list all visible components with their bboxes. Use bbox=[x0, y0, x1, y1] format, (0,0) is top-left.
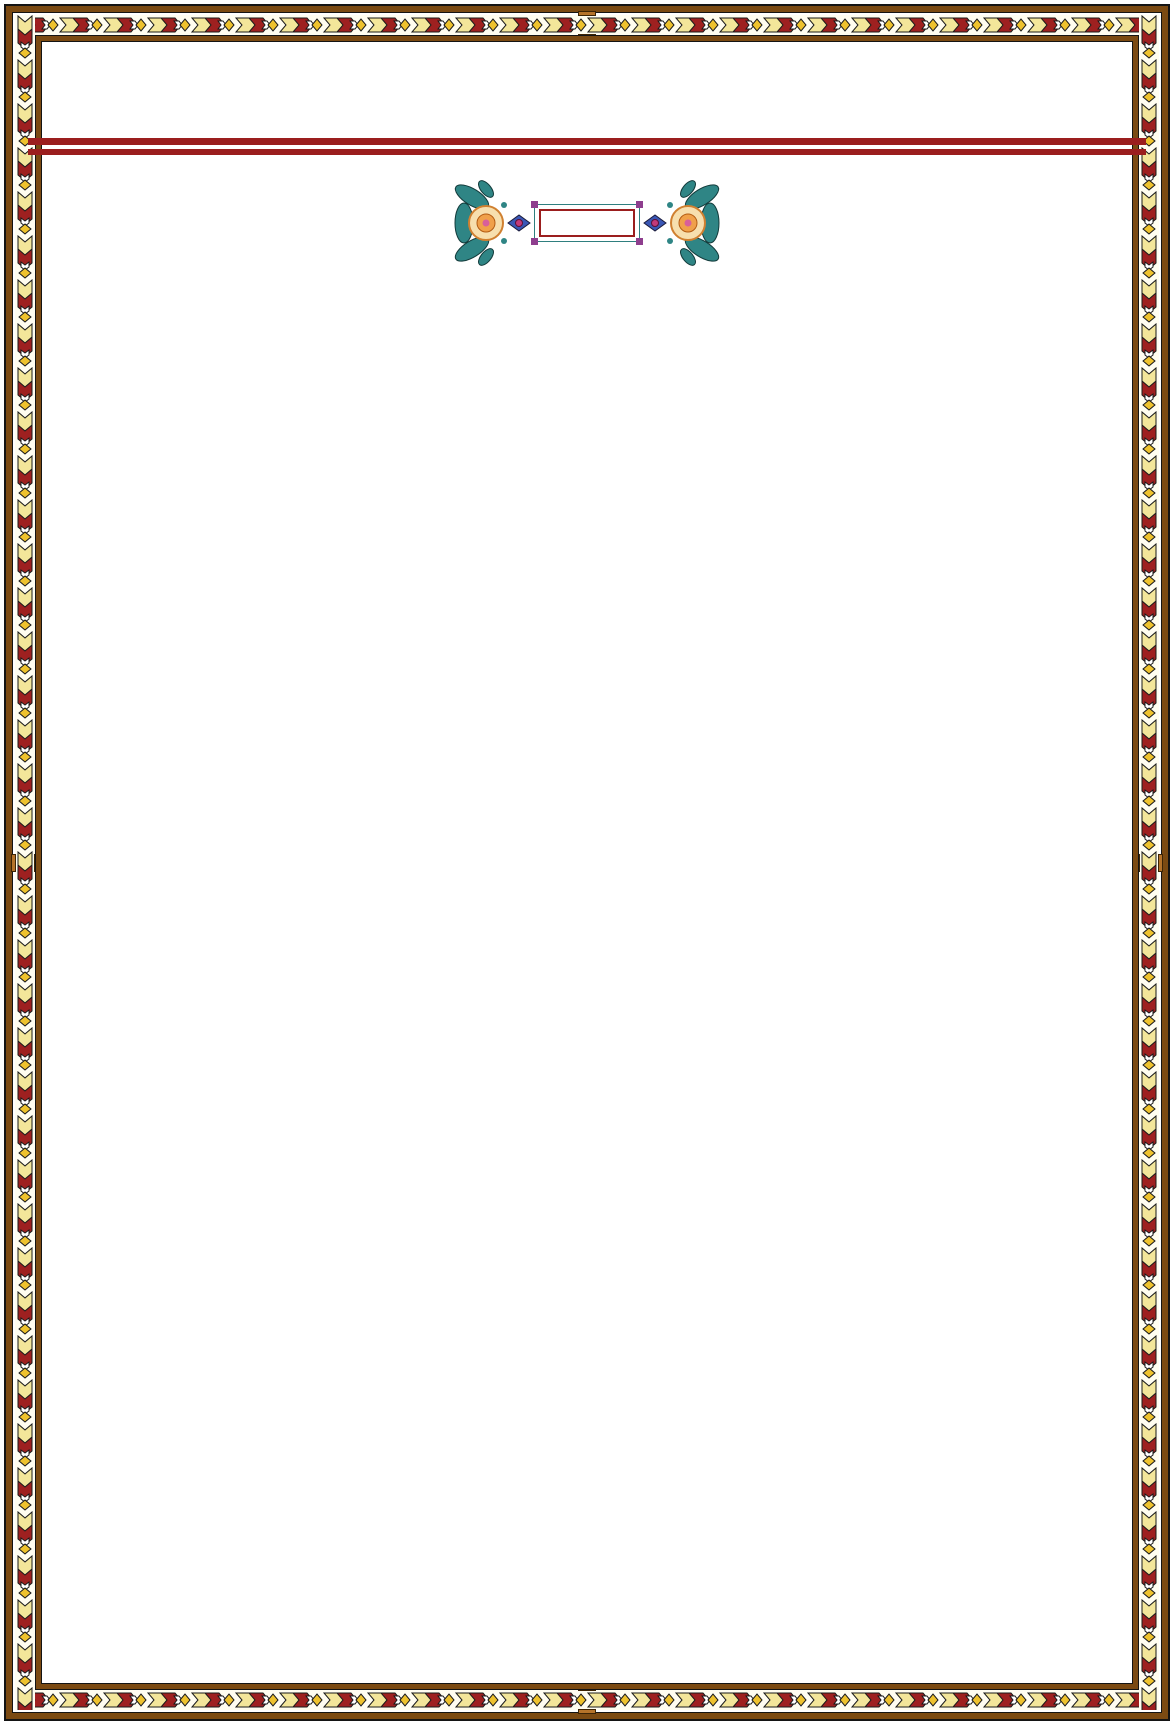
page-header bbox=[26, 56, 1148, 120]
note-box-row bbox=[26, 171, 1148, 275]
floral-ornament-icon bbox=[640, 175, 728, 271]
note-box bbox=[534, 204, 640, 242]
rule-bar-bottom bbox=[28, 149, 1146, 155]
corner-dot-icon bbox=[636, 201, 643, 208]
corner-dot-icon bbox=[636, 238, 643, 245]
double-rule bbox=[28, 138, 1146, 155]
note-box-title bbox=[539, 209, 635, 237]
rule-bar-top bbox=[28, 138, 1146, 145]
floral-ornament-icon bbox=[446, 175, 534, 271]
